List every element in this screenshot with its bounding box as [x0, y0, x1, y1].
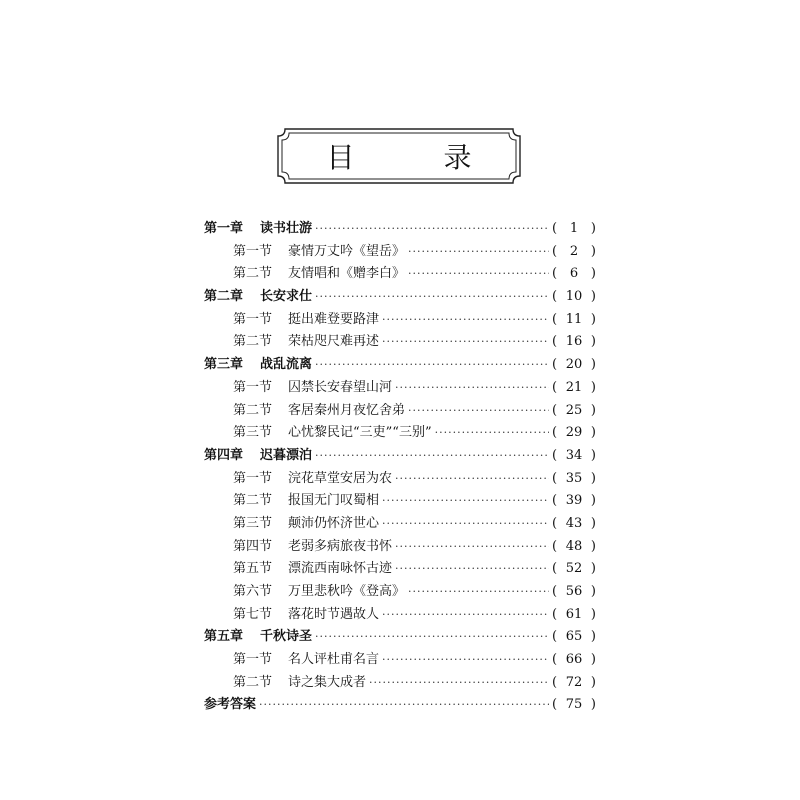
entry-label: 第三章: [204, 357, 244, 373]
table-of-contents: [204, 218, 596, 717]
leader-dots: [382, 331, 549, 354]
leader-dots: [408, 400, 549, 423]
entry-label: 第一节: [233, 470, 273, 486]
leader-dots: [382, 513, 549, 536]
leader-dots: [408, 241, 549, 264]
leader-dots: [369, 672, 549, 695]
entry-label: 第二节: [233, 674, 273, 690]
leader-dots: [395, 536, 549, 559]
page-number-value: 35: [565, 470, 583, 486]
leader-dots: [315, 626, 549, 649]
page-title: 目 录: [326, 141, 512, 174]
page-number: ( 11 ): [552, 309, 596, 332]
leader-dots: [315, 218, 549, 241]
page-number: ( 1 ): [552, 218, 596, 241]
page-number: ( 56 ): [552, 581, 596, 604]
page-number-value: 56: [565, 584, 583, 599]
page-number-value: 20: [565, 357, 583, 373]
leader-dots: [315, 286, 549, 309]
leader-dots: [395, 558, 549, 581]
entry-title: 客居秦州月夜忆舍弟: [288, 402, 406, 418]
leader-dots: [408, 263, 549, 286]
entry-label: 第二节: [233, 493, 273, 509]
entry-title: 诗之集大成者: [288, 674, 367, 690]
page-number-value: 6: [569, 266, 579, 282]
toc-section-entry: [204, 241, 596, 264]
entry-label: 第二节: [233, 266, 273, 282]
toc-section-entry: [204, 400, 596, 423]
toc-section-entry: [204, 581, 596, 604]
page-number: ( 2 ): [552, 241, 596, 264]
entry-title: 战乱流离: [260, 357, 313, 373]
toc-chapter-entry: [204, 286, 596, 309]
page-number: ( 34 ): [552, 445, 596, 468]
page-number: ( 52 ): [552, 558, 596, 581]
page-number-value: 65: [565, 629, 583, 645]
entry-title: 万里悲秋吟《登高》: [288, 584, 406, 599]
leader-dots: [435, 422, 549, 445]
page-number-value: 29: [565, 425, 583, 441]
entry-title: 报国无门叹蜀相: [288, 493, 380, 509]
entry-title: 漂流西南咏怀古迹: [288, 561, 393, 577]
entry-label: 第二节: [233, 334, 273, 350]
page-number: ( 6 ): [552, 263, 596, 286]
entry-label: 第一节: [233, 311, 273, 327]
page-number-value: 34: [565, 447, 583, 463]
page-number: ( 61 ): [552, 604, 596, 627]
entry-title: 荣枯咫尺难再述: [288, 334, 380, 350]
entry-title: 颠沛仍怀济世心: [288, 515, 380, 531]
toc-section-entry: [204, 490, 596, 513]
entry-label: 第六节: [233, 584, 273, 599]
page-number-value: 11: [565, 311, 583, 327]
leader-dots: [382, 309, 549, 332]
leader-dots: [395, 377, 549, 400]
page-number-value: 48: [565, 538, 583, 554]
toc-section-entry: [204, 672, 596, 695]
entry-title: 囚禁长安春望山河: [288, 379, 393, 395]
page-number-value: 16: [565, 334, 583, 350]
page-number: ( 75 ): [552, 694, 596, 717]
entry-title: 长安求仕: [260, 289, 313, 305]
entry-label: 第二章: [204, 289, 244, 305]
page-number-value: 52: [565, 561, 583, 577]
page-number-value: 21: [565, 379, 583, 395]
toc-chapter-entry: [204, 626, 596, 649]
entry-label: 第三节: [233, 425, 273, 441]
entry-title: 落花时节遇故人: [288, 606, 380, 622]
entry-label: 参考答案: [204, 697, 257, 713]
page-number: ( 43 ): [552, 513, 596, 536]
leader-dots: [382, 649, 549, 672]
toc-section-entry: [204, 604, 596, 627]
page-number-value: 25: [565, 402, 583, 418]
page-number: ( 35 ): [552, 468, 596, 491]
page-number: ( 20 ): [552, 354, 596, 377]
entry-title: 友情唱和《赠李白》: [288, 266, 406, 282]
toc-section-entry: [204, 422, 596, 445]
page-number: ( 29 ): [552, 422, 596, 445]
leader-dots: [382, 604, 549, 627]
toc-section-entry: [204, 377, 596, 400]
page-number-value: 1: [569, 221, 579, 236]
entry-label: 第一节: [233, 379, 273, 395]
toc-section-entry: [204, 331, 596, 354]
page-number: ( 21 ): [552, 377, 596, 400]
entry-title: 挺出难登要路津: [288, 311, 380, 327]
entry-label: 第四章: [204, 447, 244, 463]
toc-section-entry: [204, 558, 596, 581]
toc-title-frame: [277, 128, 521, 184]
toc-section-entry: [204, 536, 596, 559]
page-number: ( 10 ): [552, 286, 596, 309]
entry-label: 第一章: [204, 221, 244, 236]
page-number-value: 66: [565, 652, 583, 668]
entry-label: 第一节: [233, 243, 273, 259]
toc-chapter-entry: [204, 354, 596, 377]
toc-section-entry: [204, 649, 596, 672]
leader-dots: [408, 581, 549, 604]
page-number: ( 48 ): [552, 536, 596, 559]
page-number: ( 66 ): [552, 649, 596, 672]
leader-dots: [382, 490, 549, 513]
leader-dots: [395, 468, 549, 491]
entry-label: 第五节: [233, 561, 273, 577]
toc-section-entry: [204, 309, 596, 332]
leader-dots: [259, 694, 549, 717]
page-number-value: 2: [569, 243, 579, 259]
page-number: ( 25 ): [552, 400, 596, 423]
entry-title: 豪情万丈吟《望岳》: [288, 243, 406, 259]
toc-chapter-entry: [204, 218, 596, 241]
toc-chapter-entry: [204, 694, 596, 717]
toc-section-entry: [204, 513, 596, 536]
page-number-value: 43: [565, 515, 583, 531]
toc-section-entry: [204, 263, 596, 286]
entry-label: 第二节: [233, 402, 273, 418]
entry-label: 第四节: [233, 538, 273, 554]
entry-label: 第一节: [233, 652, 273, 668]
leader-dots: [315, 354, 549, 377]
entry-title: 浣花草堂安居为农: [288, 470, 393, 486]
entry-label: 第五章: [204, 629, 244, 645]
toc-section-entry: [204, 468, 596, 491]
entry-label: 第三节: [233, 515, 273, 531]
entry-title: 心忧黎民记“三吏”“三别”: [288, 425, 432, 441]
entry-title: 读书壮游: [260, 221, 313, 236]
entry-title: 老弱多病旅夜书怀: [288, 538, 393, 554]
page-number-value: 72: [565, 674, 583, 690]
page-number: ( 72 ): [552, 672, 596, 695]
page-number-value: 75: [565, 697, 583, 713]
page-number-value: 61: [565, 606, 583, 622]
entry-label: 第七节: [233, 606, 273, 622]
entry-title: 千秋诗圣: [260, 629, 313, 645]
page-number: ( 39 ): [552, 490, 596, 513]
page-number: ( 65 ): [552, 626, 596, 649]
page-number: ( 16 ): [552, 331, 596, 354]
page-number-value: 10: [565, 289, 583, 305]
entry-title: 迟暮漂泊: [260, 447, 313, 463]
page-number-value: 39: [565, 493, 583, 509]
toc-chapter-entry: [204, 445, 596, 468]
leader-dots: [315, 445, 549, 468]
entry-title: 名人评杜甫名言: [288, 652, 380, 668]
